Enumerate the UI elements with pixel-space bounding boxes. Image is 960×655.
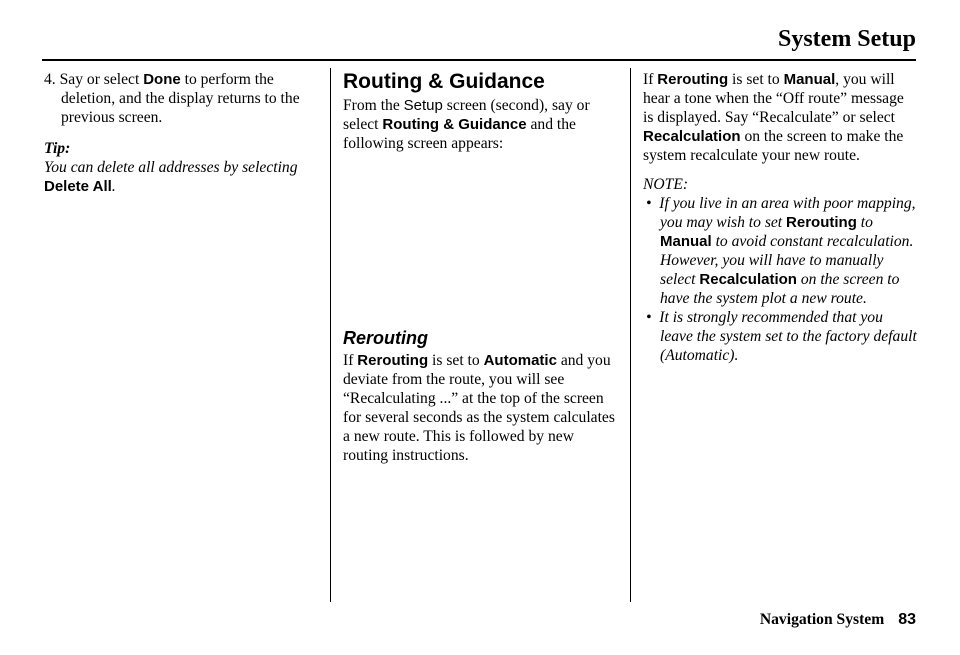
- section-heading: Routing & Guidance: [343, 70, 545, 93]
- column-left: [44, 70, 306, 196]
- bullet-glyph: •: [646, 195, 652, 212]
- ui-term-done: Done: [143, 71, 181, 88]
- ui-term-rerouting: Rerouting: [357, 352, 429, 369]
- bullet-glyph: •: [646, 309, 652, 326]
- ui-term-manual: Manual: [783, 71, 836, 88]
- column-right: [643, 70, 918, 365]
- screen-image-area: [343, 153, 619, 327]
- page-footer: [760, 611, 916, 629]
- header-rule: [42, 59, 916, 61]
- ui-term-manual: Manual: [660, 233, 712, 250]
- ui-term-rerouting: Rerouting: [657, 71, 729, 88]
- ui-term-rerouting: Rerouting: [786, 214, 857, 231]
- page-number: 83: [898, 611, 916, 628]
- tip-label: Tip:: [44, 140, 71, 157]
- manual-paragraph: If Rerouting is set to Manual, you will hear a tone when the “Off route” message is displayed. Say “Recalculate” or select Recalculation on the screen to make the system recalculate your new route.: [643, 71, 904, 164]
- column-divider-left: [330, 68, 331, 602]
- step-4-paragraph: 4. Say or select Done to perform the deletion, and the display returns to the previous screen.: [44, 71, 300, 126]
- page-header-title: System Setup: [777, 26, 916, 52]
- column-middle: [343, 70, 619, 465]
- ui-term-routing-guidance: Routing & Guidance: [382, 116, 527, 133]
- step-number: 4.: [44, 71, 56, 88]
- footer-label: Navigation System: [759, 611, 885, 628]
- note-label: NOTE:: [643, 176, 689, 193]
- rerouting-paragraph: If Rerouting is set to Automatic and you deviate from the route, you will see “Recalculating ...” at the top of the screen for several seconds as the system calculates a new route. This is followed by new routing instructions.: [343, 352, 615, 464]
- tip-paragraph: You can delete all addresses by selecting Delete All.: [44, 159, 298, 195]
- subsection-heading: Rerouting: [343, 328, 428, 348]
- ui-term-automatic: Automatic: [483, 352, 557, 369]
- ui-term-setup: Setup: [403, 97, 443, 114]
- ui-term-delete-all: Delete All: [44, 178, 112, 195]
- column-divider-right: [630, 68, 631, 602]
- note-bullet-1: • If you live in an area with poor mapping, you may wish to set Rerouting to Manual to avoid constant recalculation. However, you will have to manually select Recalculation on the screen to have the system plot a new route.: [646, 195, 916, 307]
- note-bullet-2: • It is strongly recommended that you leave the system set to the factory default (Automatic).: [646, 309, 917, 364]
- intro-paragraph: From the Setup screen (second), say or select Routing & Guidance and the following screen appears:: [343, 97, 590, 152]
- ui-term-recalculation: Recalculation: [699, 271, 797, 288]
- ui-term-recalculation: Recalculation: [643, 128, 741, 145]
